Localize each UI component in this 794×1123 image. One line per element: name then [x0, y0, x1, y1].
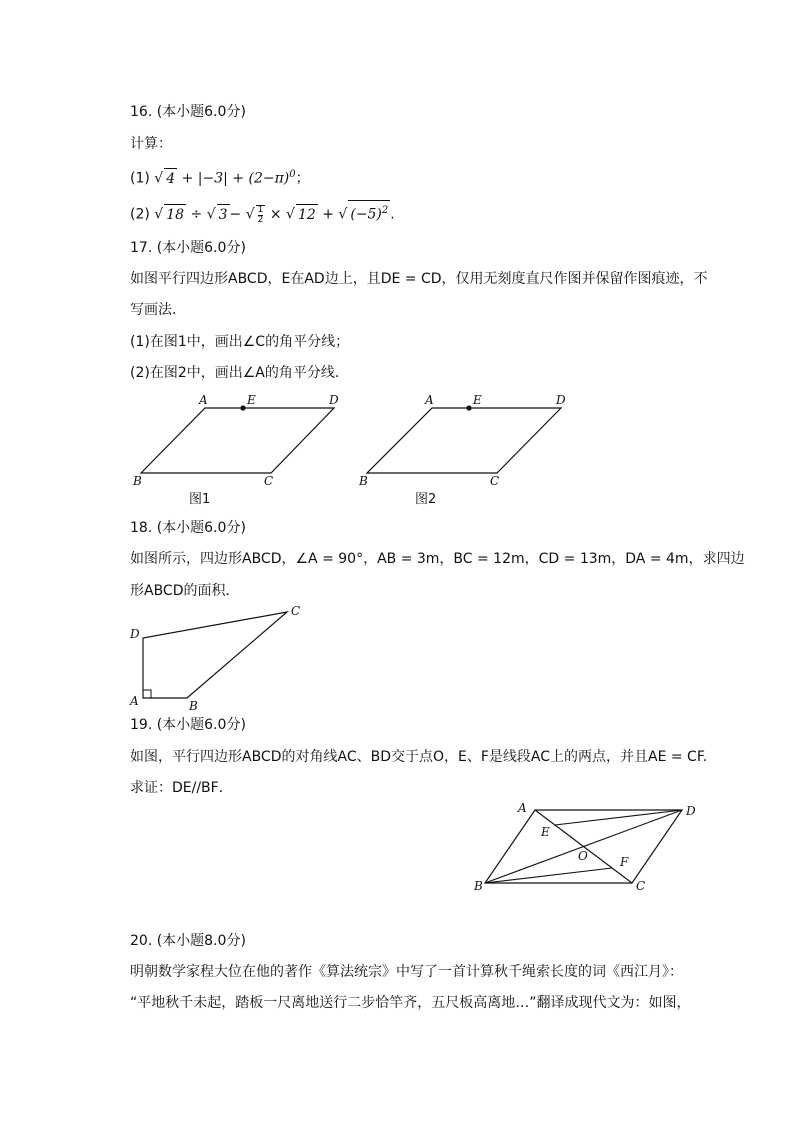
q19-label-d: D	[686, 804, 696, 818]
q18-label-b: B	[189, 699, 198, 713]
label-e-2: E	[473, 393, 482, 407]
q19-label-b: B	[474, 879, 483, 893]
label-c: C	[264, 474, 274, 488]
q19-label-f: F	[620, 855, 629, 869]
q17-line2: 写画法．	[130, 302, 186, 318]
q16-part1-label: (1)	[130, 170, 150, 187]
q16-part2-sqrt4-base: (−5)	[350, 206, 382, 223]
q16-part2-exponent: 2	[381, 205, 389, 216]
sqrt-symbol: √	[154, 170, 164, 187]
q17-part2: (2)在图2中，画出∠A的角平分线．	[130, 365, 349, 381]
diagonal-bd	[485, 810, 682, 883]
q20-line2: “平地秋千未起，踏板一尺离地送行二步恰竿齐，五尺板高离地…”翻译成现代文为：如图，	[130, 995, 691, 1011]
q16-part2-plus: +	[322, 206, 334, 223]
q16-part2-frac-den: 2	[257, 214, 264, 225]
q16-part2-label: (2)	[130, 206, 150, 223]
q18-label-a: A	[130, 694, 139, 708]
q16-header: 16. (本小题6.0分)	[130, 104, 246, 120]
q16-part1-exponent: 0	[289, 169, 296, 180]
q20-line1: 明朝数学家程大位在他的著作《算法统宗》中写了一首计算秋千绳索长度的词《西江月》：	[130, 964, 683, 980]
q19-label-e: E	[541, 825, 550, 839]
q16-part1-rest: + |−3| + (2−π)	[181, 170, 290, 187]
q18-line2: 形ABCD的面积．	[130, 583, 240, 599]
q19-label-c: C	[636, 879, 646, 893]
figure-2-caption: 图2	[415, 492, 437, 507]
label-b-2: B	[359, 474, 368, 488]
q16-prompt: 计算：	[130, 136, 172, 152]
figure-1-caption: 图1	[189, 492, 211, 507]
quadrilateral-abcd	[143, 612, 287, 698]
point-e-2	[466, 405, 471, 410]
label-a: A	[199, 393, 208, 407]
parallelogram-abcd	[141, 408, 334, 473]
label-a-2: A	[425, 393, 434, 407]
sqrt-symbol: √	[245, 206, 255, 223]
q16-part2-end: .	[390, 206, 395, 223]
right-angle-mark	[143, 690, 151, 698]
sqrt-symbol: √	[286, 206, 295, 223]
parallelogram-abcd-2	[367, 408, 561, 473]
q19-label-a: A	[518, 801, 527, 815]
q18-header: 18. (本小题6.0分)	[130, 520, 246, 536]
q17-part1: (1)在图1中，画出∠C的角平分线；	[130, 334, 350, 350]
q16-part2-sqrt2: 3	[217, 204, 230, 225]
q17-header: 17. (本小题6.0分)	[130, 240, 246, 256]
label-b: B	[133, 474, 142, 488]
q18-line1: 如图所示，四边形ABCD，∠A = 90°，AB = 3m，BC = 12m，CD = 13m，DA = 4m，求四边	[130, 551, 745, 567]
q16-part2-minus: −	[229, 206, 242, 223]
q16-part2-sqrt3: 12	[296, 204, 318, 225]
point-e	[240, 405, 245, 410]
q18-label-c: C	[291, 604, 301, 618]
q20-header: 20. (本小题8.0分)	[130, 933, 246, 949]
q16-part2-frac-num: 1	[257, 204, 264, 215]
label-d: D	[329, 393, 339, 407]
q19-line2: 求证：DE//BF．	[130, 780, 233, 796]
q16-part1-end: ；	[295, 170, 310, 187]
q19-header: 19. (本小题6.0分)	[130, 717, 246, 733]
sqrt-symbol: √	[206, 206, 216, 223]
q17-line1: 如图平行四边形ABCD，E在AD边上，且DE = CD，仅用无刻度直尺作图并保留作图痕迹，不	[130, 271, 708, 287]
label-d-2: D	[556, 393, 566, 407]
sqrt-symbol: √	[154, 206, 164, 223]
q16-part2-div: ÷	[190, 206, 203, 223]
q19-label-o: O	[578, 849, 588, 863]
label-e: E	[247, 393, 256, 407]
q16-part2-times: ×	[269, 206, 282, 223]
q18-label-d: D	[130, 627, 140, 641]
q16-part2-sqrt1: 18	[164, 204, 186, 225]
q19-line1: 如图，平行四边形ABCD的对角线AC、BD交于点O，E、F是线段AC上的两点，并且AE = CF.	[130, 749, 708, 765]
sqrt-symbol: √	[338, 206, 348, 223]
label-c-2: C	[490, 474, 500, 488]
q16-part1-radicand: 4	[164, 168, 177, 189]
